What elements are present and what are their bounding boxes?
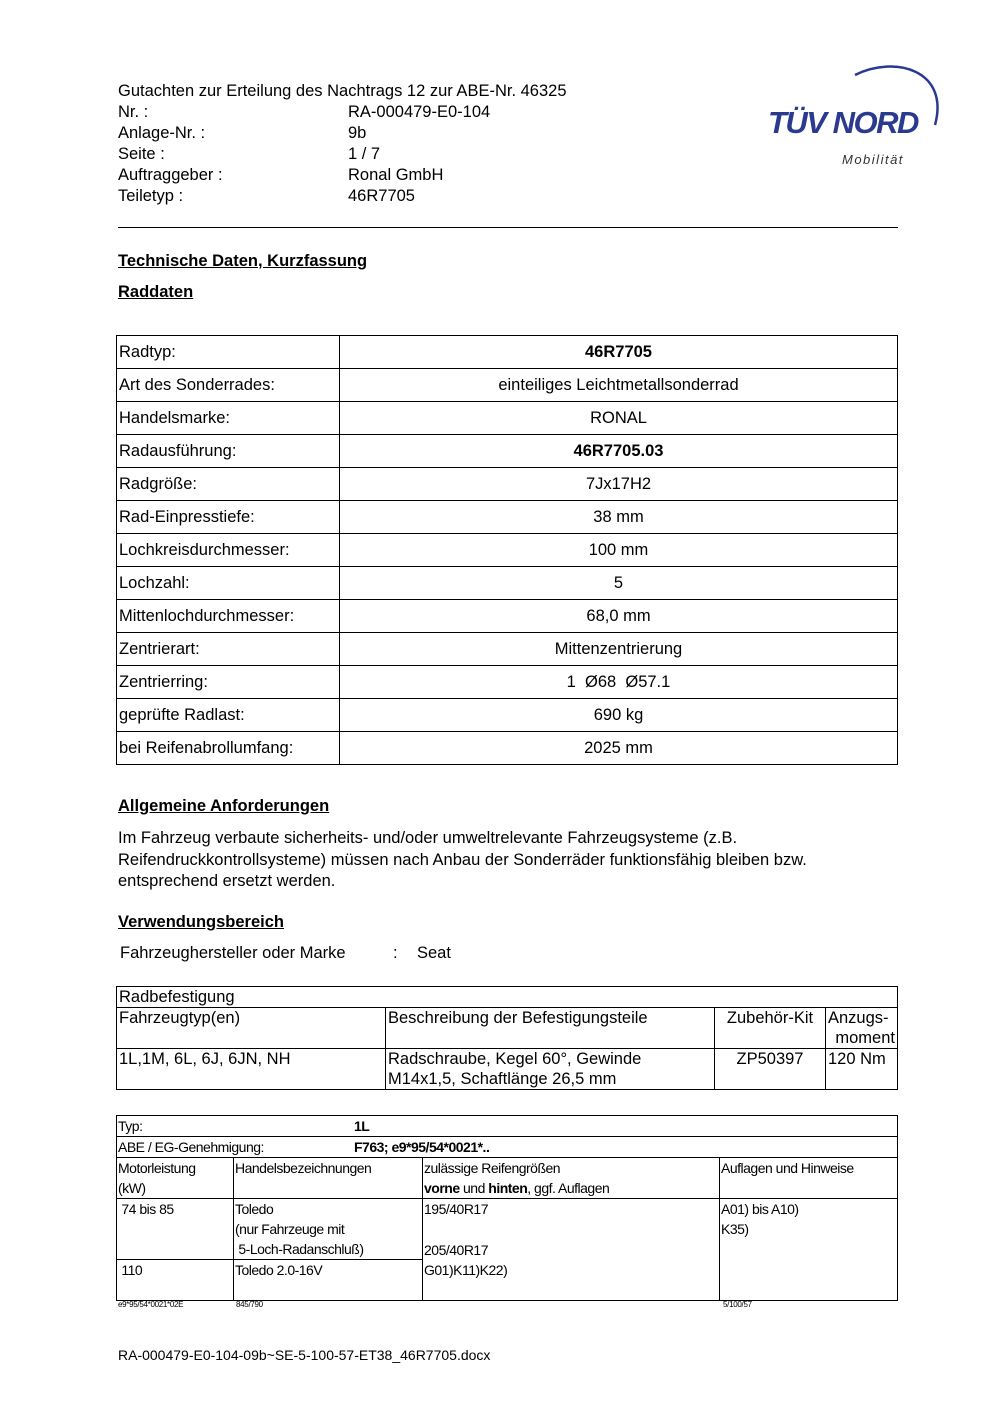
table-key: Mittenlochdurchmesser:	[117, 600, 340, 633]
usage-line	[120, 944, 451, 963]
table-row	[117, 1116, 898, 1137]
table-key: Zentrierart:	[117, 633, 340, 666]
header-row-anlage	[118, 123, 567, 144]
table-row	[117, 600, 898, 633]
cell-line: K35)	[721, 1221, 749, 1237]
header-label: Seite :	[118, 145, 165, 163]
table-cell	[234, 1199, 423, 1260]
header-text: , ggf. Auflagen	[527, 1180, 610, 1196]
table-value: RONAL	[340, 402, 898, 435]
column-header-line: zulässige Reifengrößen	[424, 1160, 561, 1176]
header-row-teiletyp	[118, 186, 567, 207]
table-row	[117, 1049, 898, 1090]
heading-allgemeine-anforderungen: Allgemeine Anforderungen	[118, 797, 330, 815]
table-row	[117, 732, 898, 765]
table-cell: ZP50397	[715, 1049, 826, 1090]
table-value: 1 Ø68 Ø57.1	[340, 666, 898, 699]
cell-line: A01) bis A10)	[721, 1201, 799, 1217]
logo-subtitle: Mobilität	[842, 152, 904, 167]
table-value: 2025 mm	[340, 732, 898, 765]
header-bold: hinten	[488, 1180, 528, 1196]
header-label: Nr. :	[118, 103, 149, 121]
column-header-line: (kW)	[118, 1180, 146, 1196]
column-header	[826, 1008, 898, 1049]
table-cell: 110	[117, 1260, 234, 1301]
table-cell: 1L,1M, 6L, 6J, 6JN, NH	[117, 1049, 386, 1090]
table-key: geprüfte Radlast:	[117, 699, 340, 732]
header-value: 9b	[348, 124, 367, 142]
table-row	[117, 1137, 898, 1158]
table-row	[117, 435, 898, 468]
table-row	[117, 468, 898, 501]
table-cell: 120 Nm	[826, 1049, 898, 1090]
allgemeine-anforderungen-text: Im Fahrzeug verbaute sicherheits- und/oder umweltrelevante Fahrzeugsysteme (z.B. Reifendruckkontrollsysteme) müssen nach Anbau der Sonderräder funktionsfähig bleiben bzw. entsprechend ersetzt werden.	[118, 829, 807, 890]
cell-line: Toledo	[235, 1201, 274, 1217]
usage-label: Fahrzeughersteller oder Marke	[120, 944, 346, 962]
raddaten-table	[116, 335, 898, 765]
heading-raddaten: Raddaten	[118, 283, 194, 301]
table-value: 100 mm	[340, 534, 898, 567]
header-value: Ronal GmbH	[348, 166, 444, 184]
table-row	[117, 699, 898, 732]
table-cell	[720, 1199, 898, 1301]
table-row	[117, 336, 898, 369]
header-label: Anlage-Nr. :	[118, 124, 206, 142]
typ-cell	[117, 1116, 898, 1137]
table-key: Rad-Einpresstiefe:	[117, 501, 340, 534]
column-header: Auflagen und Hinweise	[720, 1158, 898, 1199]
cell-line: 5-Loch-Radanschluß)	[235, 1241, 364, 1257]
table-value: 38 mm	[340, 501, 898, 534]
header-label: Auftraggeber :	[118, 166, 223, 184]
document-header	[118, 81, 567, 207]
table-row	[117, 402, 898, 435]
table-row	[117, 1158, 898, 1199]
document-filename: RA-000479-E0-104-09b~SE-5-100-57-ET38_46R7705.docx	[118, 1347, 491, 1363]
table-row	[117, 987, 898, 1008]
header-value: RA-000479-E0-104	[348, 103, 491, 121]
abe-label: ABE / EG-Genehmigung:	[118, 1139, 264, 1155]
cell-line: 195/40R17	[424, 1201, 489, 1217]
table-cell: Toledo 2.0-16V	[234, 1260, 423, 1301]
header-row-nr	[118, 102, 567, 123]
table-cell: 74 bis 85	[117, 1199, 234, 1260]
table-value: 7Jx17H2	[340, 468, 898, 501]
table-row	[117, 567, 898, 600]
column-header: Handelsbezeichnungen	[234, 1158, 423, 1199]
table-row	[117, 1199, 898, 1260]
cell-line: (nur Fahrzeuge mit	[235, 1221, 345, 1237]
typ-table	[116, 1115, 898, 1301]
approval-code: e9*95/54*0021*02E	[118, 1300, 184, 1309]
header-row-seite	[118, 144, 567, 165]
table-value: 68,0 mm	[340, 600, 898, 633]
table-key: Lochzahl:	[117, 567, 340, 600]
column-header	[423, 1158, 720, 1199]
header-label: Teiletyp :	[118, 187, 184, 205]
column-header	[117, 1158, 234, 1199]
table-row	[117, 1008, 898, 1049]
heading-technische-daten: Technische Daten, Kurzfassung	[118, 252, 368, 270]
table-key: Lochkreisdurchmesser:	[117, 534, 340, 567]
header-divider	[118, 227, 898, 228]
table-cell	[423, 1199, 720, 1301]
usage-value: Seat	[417, 944, 451, 962]
table-key: Radtyp:	[117, 336, 340, 369]
table-key: Radausführung:	[117, 435, 340, 468]
cell-line: G01)K11)K22)	[424, 1262, 508, 1278]
column-header-line: moment	[835, 1029, 895, 1047]
radbefestigung-title: Radbefestigung	[117, 987, 898, 1008]
table-value: 46R7705.03	[340, 435, 898, 468]
table-key: bei Reifenabrollumfang:	[117, 732, 340, 765]
approval-reference: 845/790	[236, 1300, 263, 1309]
header-bold: vorne	[424, 1180, 460, 1196]
header-text: und	[459, 1180, 489, 1196]
table-row	[117, 534, 898, 567]
logo-wordmark: TÜV NORD	[768, 105, 918, 140]
cell-line: Radschraube, Kegel 60°, Gewinde	[388, 1050, 642, 1068]
column-header: Zubehör-Kit	[715, 1008, 826, 1049]
radbefestigung-table	[116, 986, 898, 1090]
table-value: Mittenzentrierung	[340, 633, 898, 666]
table-key: Zentrierring:	[117, 666, 340, 699]
table-row	[117, 633, 898, 666]
abe-cell	[117, 1137, 898, 1158]
typ-label: Typ:	[118, 1118, 143, 1134]
table-row	[117, 501, 898, 534]
heading-verwendungsbereich: Verwendungsbereich	[118, 913, 284, 931]
table-row	[117, 666, 898, 699]
abe-value: F763; e9*95/54*0021*..	[354, 1139, 490, 1155]
table-key: Art des Sonderrades:	[117, 369, 340, 402]
column-header-line: Motorleistung	[118, 1160, 196, 1176]
header-row-auftraggeber	[118, 165, 567, 186]
table-value: 690 kg	[340, 699, 898, 732]
tuv-nord-logo	[760, 55, 950, 175]
cell-line: 205/40R17	[424, 1242, 489, 1258]
table-key: Radgröße:	[117, 468, 340, 501]
column-header: Fahrzeugtyp(en)	[117, 1008, 386, 1049]
usage-separator: :	[393, 944, 398, 962]
table-value: 5	[340, 567, 898, 600]
column-header-line: Anzugs-	[828, 1009, 889, 1027]
cell-line: M14x1,5, Schaftlänge 26,5 mm	[388, 1070, 617, 1088]
table-value: 46R7705	[340, 336, 898, 369]
table-value: einteiliges Leichtmetallsonderrad	[340, 369, 898, 402]
column-header-line	[424, 1178, 718, 1198]
typ-value: 1L	[354, 1118, 370, 1134]
header-value: 46R7705	[348, 187, 415, 205]
column-header: Beschreibung der Befestigungsteile	[386, 1008, 715, 1049]
table-key: Handelsmarke:	[117, 402, 340, 435]
table-cell	[386, 1049, 715, 1090]
header-value: 1 / 7	[348, 145, 381, 163]
document-title: Gutachten zur Erteilung des Nachtrags 12 zur ABE-Nr. 46325	[118, 82, 567, 100]
bolt-pattern-code: 5/100/57	[723, 1300, 752, 1309]
table-row	[117, 369, 898, 402]
